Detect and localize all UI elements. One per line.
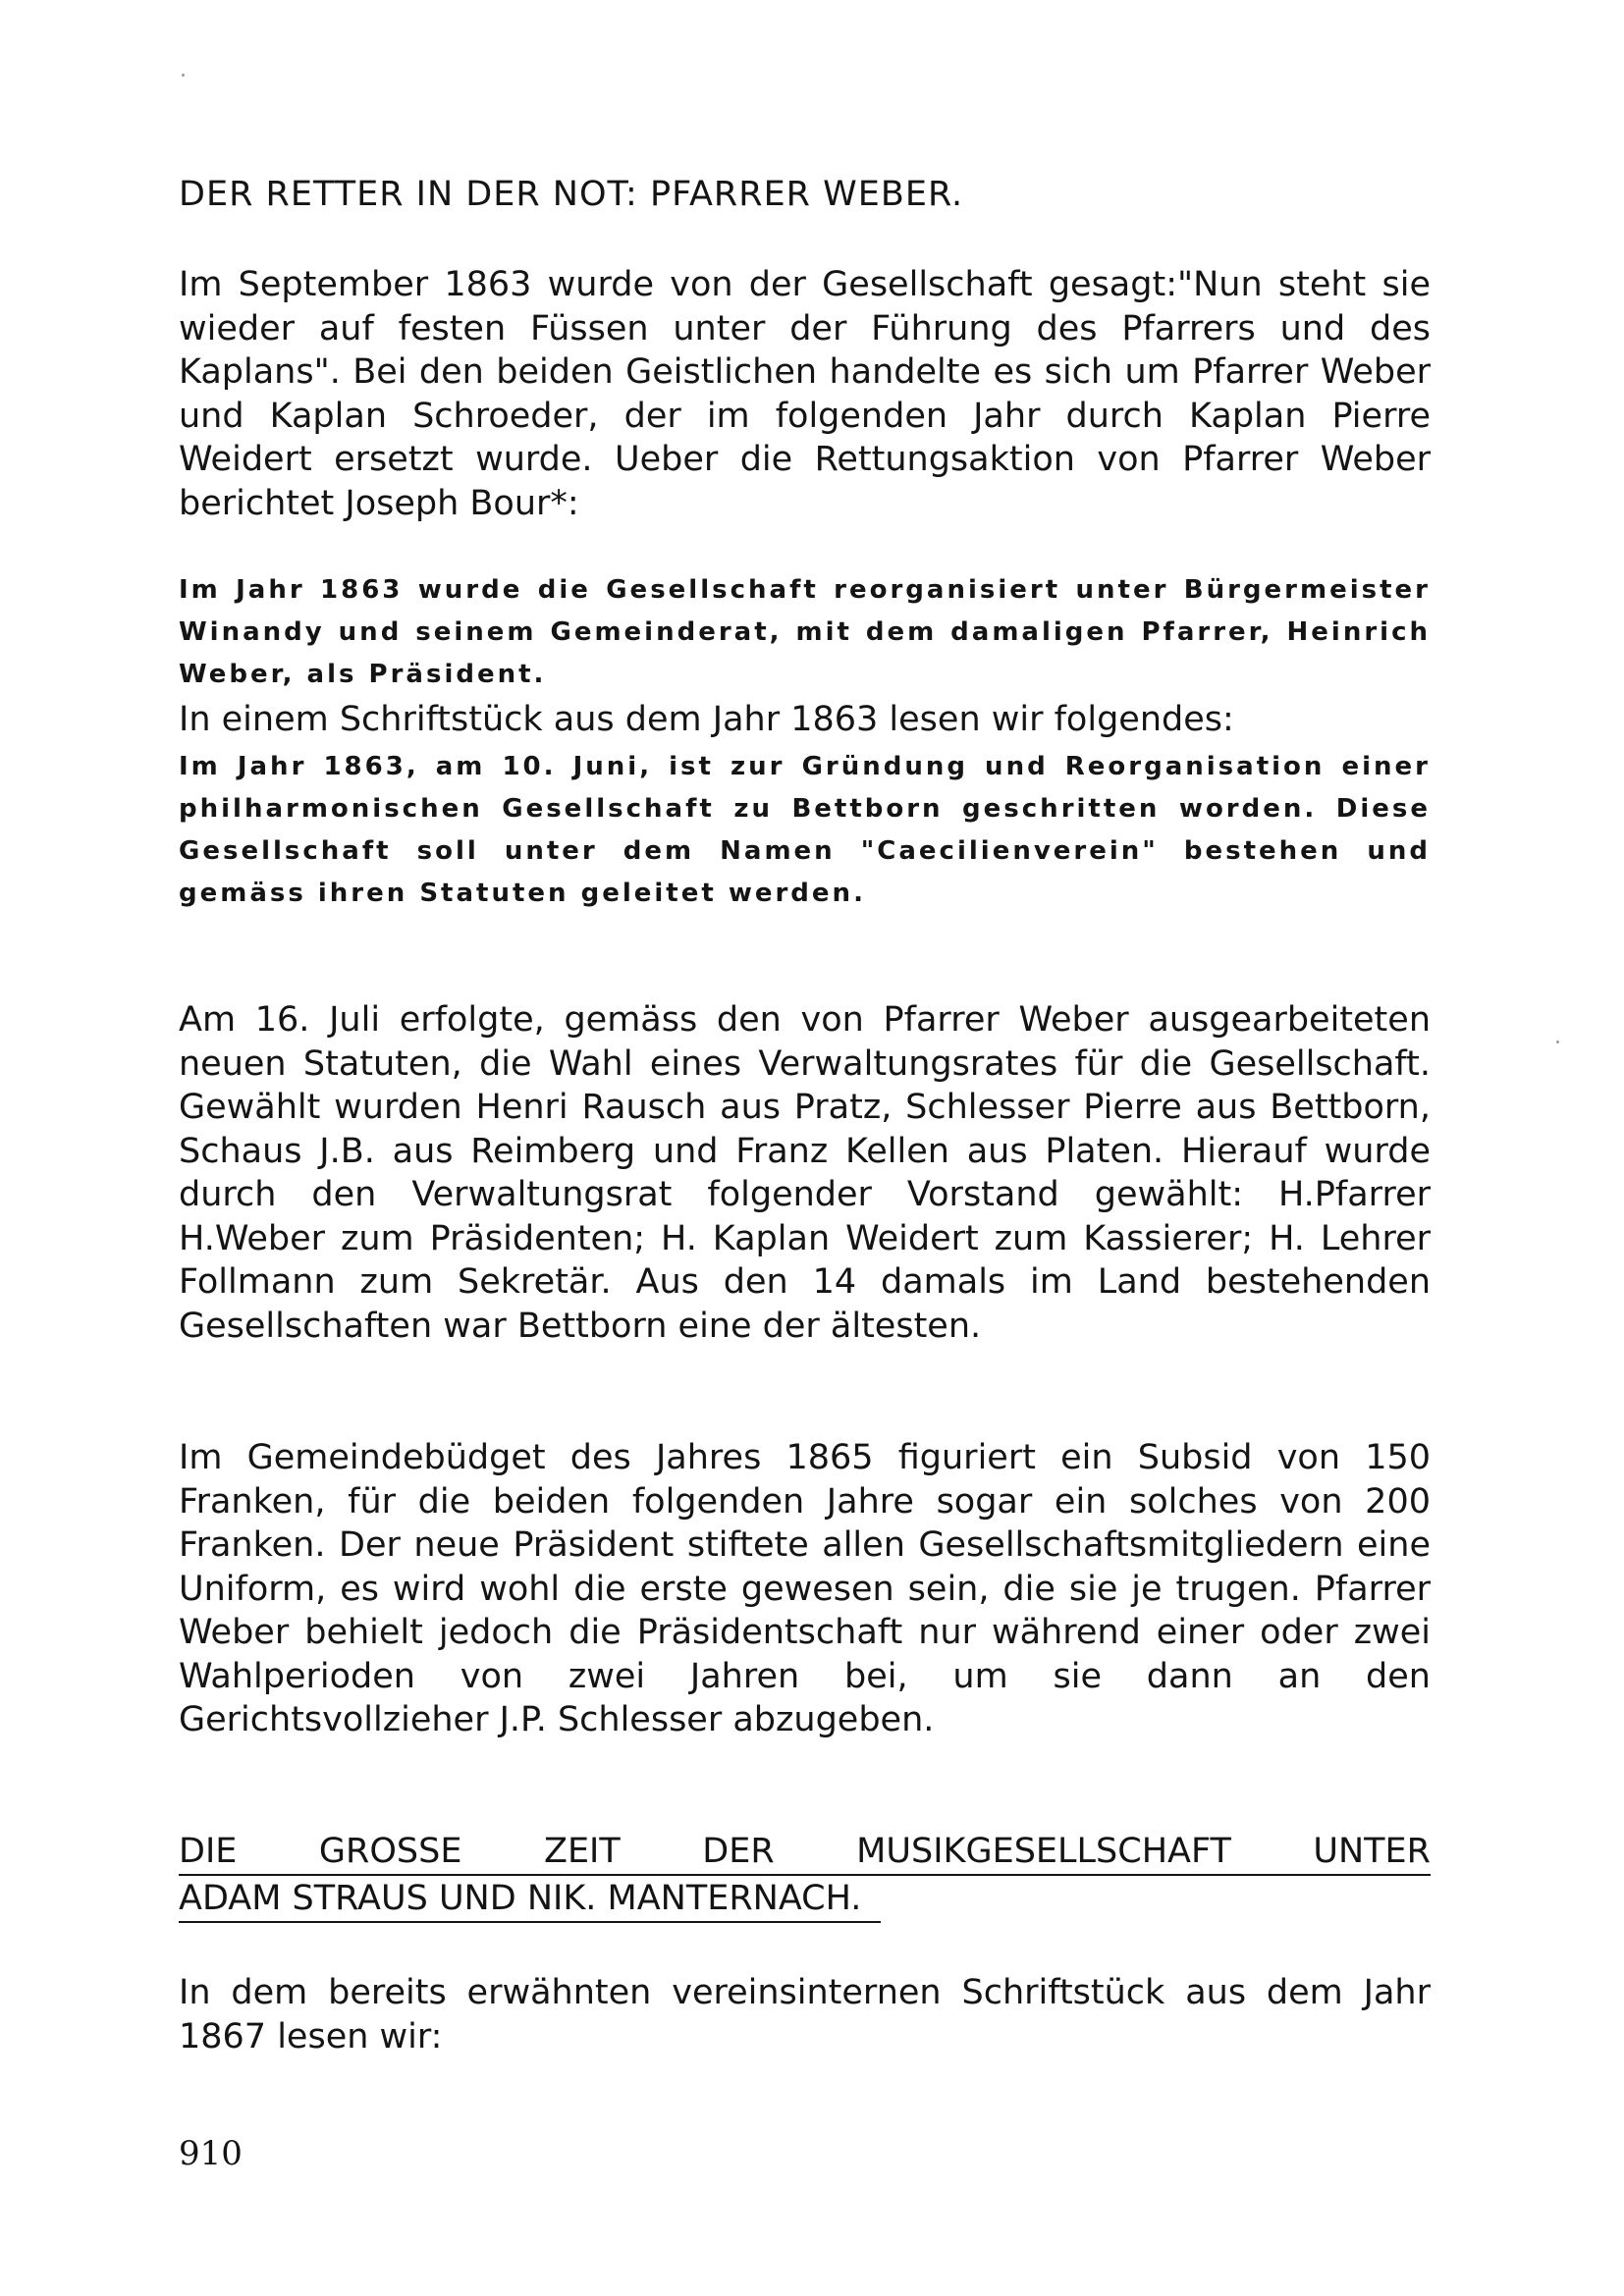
section-heading-line-1: DIE GROSSE ZEIT DER MUSIKGESELLSCHAFT UNTER — [179, 1829, 1431, 1876]
quote-document-1863: Im Jahr 1863, am 10. Juni, ist zur Gründung und Reorganisation einer philharmonischen Gesellschaft zu Bettborn geschritten worden. Diese Gesellschaft soll unter dem Namen "Caecilienverein" bestehen und gemäss ihren Statuten geleitet werden. — [179, 752, 1431, 908]
paragraph-1: Im September 1863 wurde von der Gesellschaft gesagt:"Nun steht sie wieder auf festen Füssen unter der Führung des Pfarrers und des Kaplans". Bei den beiden Geistlichen handelte es sich um Pfarrer Weber und Kaplan Schroeder, der im folgenden Jahr durch Kaplan Pierre Weidert ersetzt wurde. Ueber die Rettungsaktion von Pfarrer Weber berichtet Joseph Bour*: — [179, 265, 1431, 523]
paragraph-5: In dem bereits erwähnten vereinsinternen Schriftstück aus dem Jahr 1867 lesen wir: — [179, 1973, 1431, 2056]
document-page — [179, 0, 1431, 2296]
scan-speck — [182, 74, 185, 77]
chapter-heading: DER RETTER IN DER NOT: PFARRER WEBER. — [179, 175, 964, 214]
quote-bour: Im Jahr 1863 wurde die Gesellschaft reorganisiert unter Bürgermeister Winandy und seinem Gemeinderat, mit dem damaligen Pfarrer, Heinrich Weber, als Präsident. — [179, 575, 1431, 689]
scan-speck — [1556, 1041, 1559, 1043]
paragraph-3: Am 16. Juli erfolgte, gemäss den von Pfarrer Weber ausgearbeiteten neuen Statuten, die Wahl eines Verwaltungsrates für die Gesellschaft. Gewählt wurden Henri Rausch aus Pratz, Schlesser Pierre aus Bettborn, Schaus J.B. aus Reimberg und Franz Kellen aus Platen. Hierauf wurde durch den Verwaltungsrat folgender Vorstand gewählt: H.Pfarrer H.Weber zum Präsidenten; H. Kaplan Weidert zum Kassierer; H. Lehrer Follmann zum Sekretär. Aus den 14 damals im Land bestehenden Gesellschaften war Bettborn eine der ältesten. — [179, 1000, 1431, 1346]
page-number: 910 — [179, 2134, 243, 2173]
paragraph-2: In einem Schriftstück aus dem Jahr 1863 lesen wir folgendes: — [179, 700, 1234, 739]
paragraph-4: Im Gemeindebüdget des Jahres 1865 figuriert ein Subsid von 150 Franken, für die beiden folgenden Jahre sogar ein solches von 200 Franken. Der neue Präsident stiftete allen Gesellschaftsmitgliedern eine Uniform, es wird wohl die erste gewesen sein, die sie je trugen. Pfarrer Weber behielt jedoch die Präsidentschaft nur während einer oder zwei Wahlperioden von zwei Jahren bei, um sie dann an den Gerichtsvollzieher J.P. Schlesser abzugeben. — [179, 1438, 1431, 1739]
section-heading-line-2: ADAM STRAUS UND NIK. MANTERNACH. — [179, 1876, 881, 1923]
section-heading — [179, 1829, 1431, 1923]
